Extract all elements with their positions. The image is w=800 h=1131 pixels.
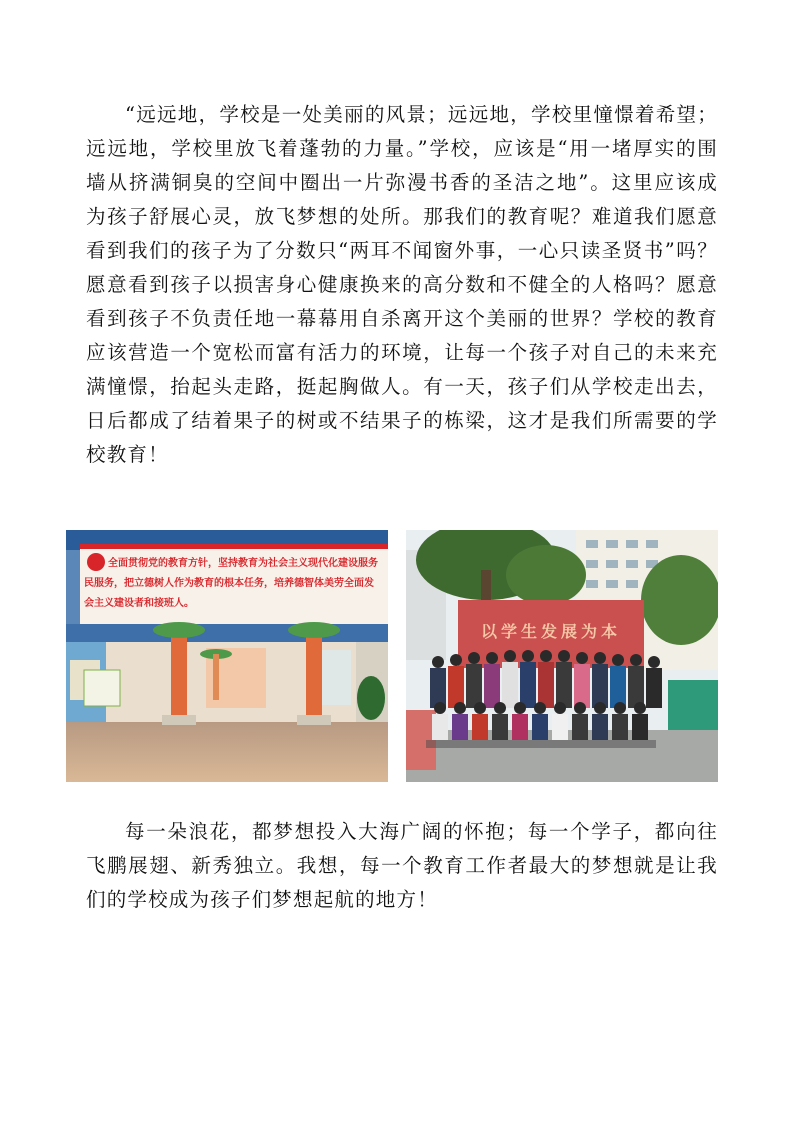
wall-slogan: 以学生发展为本 [480, 622, 622, 641]
banner-line-3: 会主义建设者和接班人。 [84, 598, 194, 609]
banner-line-2: 民服务，把立德树人作为教育的根本任务，培养德智体美劳全面发 [84, 578, 374, 589]
paragraph-1: “远远地，学校是一处美丽的风景；远远地，学校里憧憬着希望；远远地，学校里放飞着蓬勃的力量。”学校，应该是“用一堵厚实的围墙从挤满铜臭的空间中圈出一片弥漫书香的圣洁之地”。这里应该成为孩子舒展心灵，放飞梦想的处所。那我们的教育呢？难道我们愿意看到我们的孩子为了分数只“两耳不闻窗外事，一心只读圣贤书”吗？愿意看到孩子以损害身心健康换来的高分数和不健全的人格吗？愿意看到孩子不负责任地一幕幕用自杀离开这个美丽的世界？学校的教育应该营造一个宽松而富有活力的环境，让每一个孩子对自己的未来充满憧憬，抬起头走路，挺起胸做人。有一天，孩子们从学校走出去，日后都成了结着果子的树或不结果子的栋梁，这才是我们所需要的学校教育！ [86, 103, 718, 466]
group-photo [406, 530, 718, 782]
banner-line-1: 全面贯彻党的教育方针，坚持教育为社会主义现代化建设服务 [108, 558, 378, 569]
group-photo-image [406, 530, 718, 782]
school-hall-image [66, 530, 388, 782]
paragraph-2: 每一朵浪花，都梦想投入大海广阔的怀抱；每一个学子，都向往飞鹏展翅、新秀独立。我想，每一个教育工作者最大的梦想就是让我们的学校成为孩子们梦想起航的地方！ [86, 820, 718, 911]
school-hall-photo [66, 530, 388, 782]
